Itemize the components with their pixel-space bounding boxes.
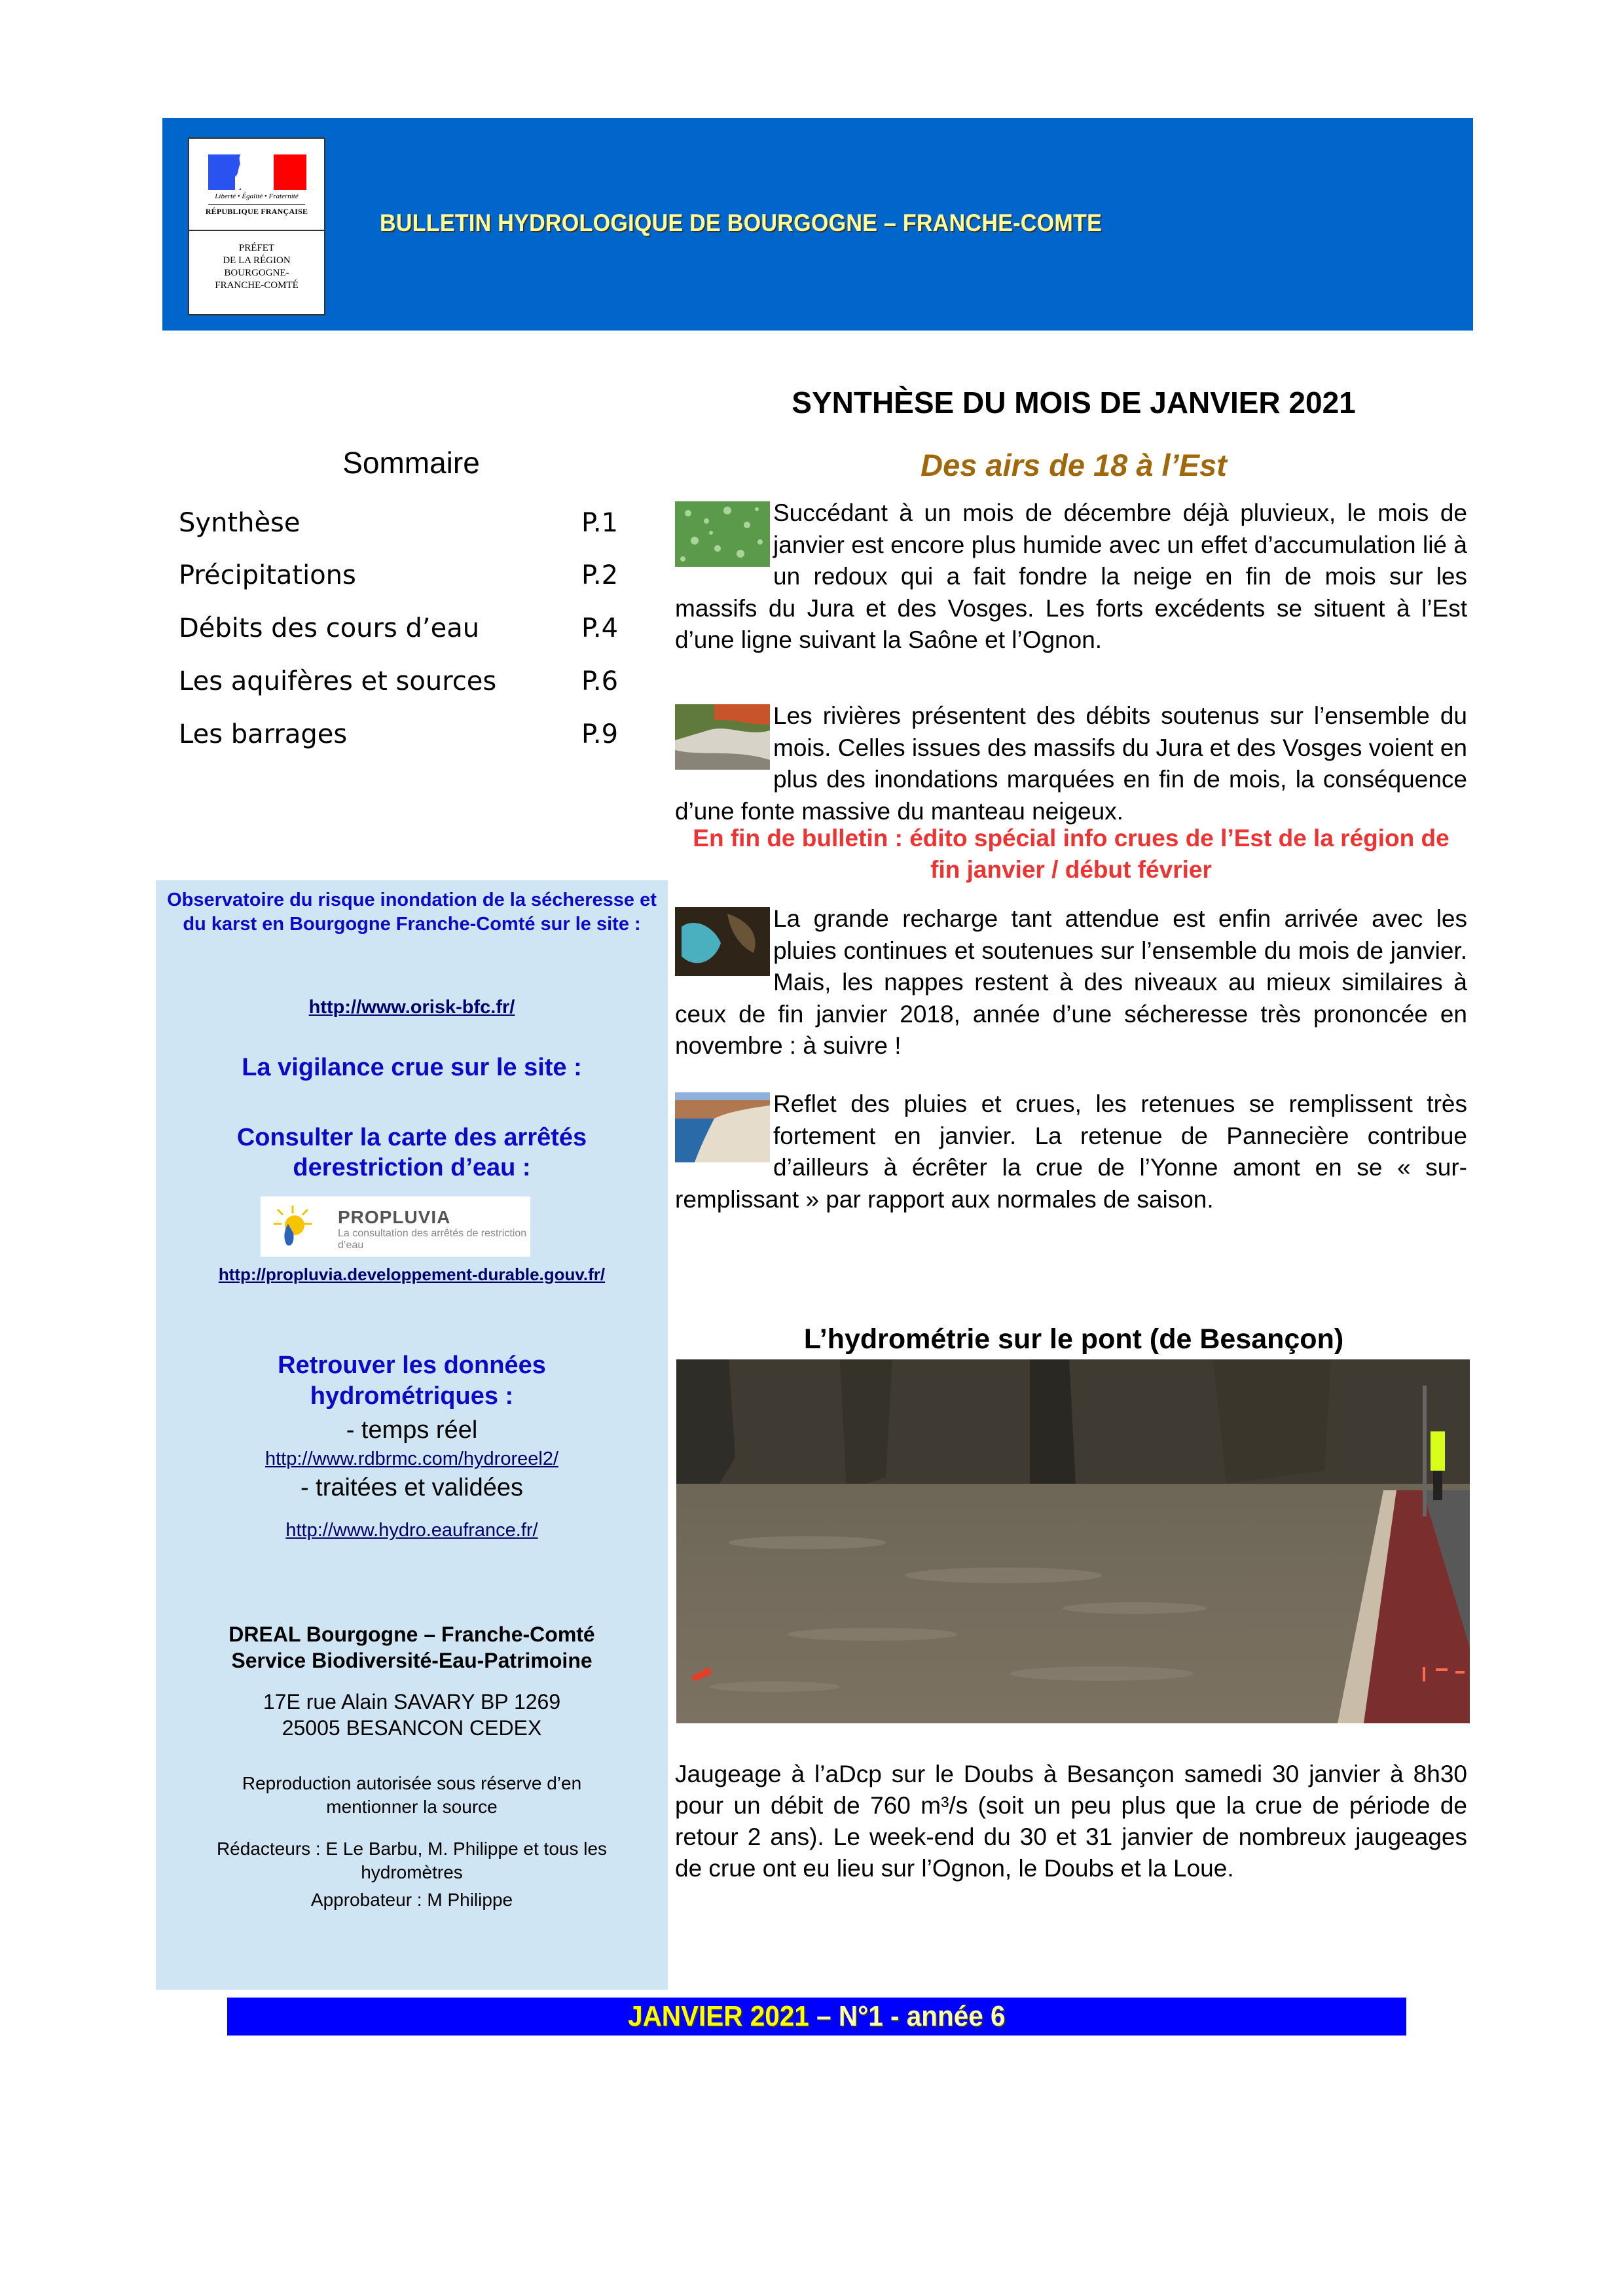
synthese-paragraph-precipitations bbox=[675, 497, 1467, 656]
validees-label: - traitées et validées bbox=[300, 1474, 524, 1501]
toc-item-synthese[interactable] bbox=[179, 508, 630, 554]
dam-thumbnail-icon bbox=[675, 1092, 770, 1162]
issue-label bbox=[628, 1998, 1005, 2036]
sun-rain-icon bbox=[270, 1204, 316, 1250]
prefecture-logo bbox=[188, 137, 325, 315]
validees-link[interactable]: http://www.hydro.eaufrance.fr/ bbox=[285, 1520, 538, 1541]
photo-caption: Jaugeage à l’aDcp sur le Doubs à Besançon samedi 30 janvier à 8h30 pour un débit de 760 m³/s (soit un peu plus que la crue de période de retour 2 ans). Le week-end du 30 et 31 janvier de nombreux jaugeages de crue ont eu lieu sur l’Ognon, le Doubs et la Loue. bbox=[675, 1761, 1467, 1882]
orisk-link-wrap bbox=[156, 997, 668, 1018]
toc-label: Synthèse bbox=[179, 508, 301, 538]
vigilance-heading: La vigilance crue sur le site : bbox=[242, 1054, 582, 1081]
flooded-river-bridge-image bbox=[676, 1359, 1470, 1723]
toc-page: P.1 bbox=[581, 508, 619, 538]
paragraph-text: Les rivières présentent des débits soutenus sur l’ensemble du mois. Celles issues des massifs du Jura et des Vosges voient en plus des inondations marquées en fin de mois, la conséquence d’une fonte massive du manteau neigeux. bbox=[675, 702, 1467, 825]
paragraph-text: Succédant à un mois de décembre déjà pluvieux, le mois de janvier est encore plus humide avec un effet d’accumulation lié à un redoux qui a fait fondre la neige en fin de mois sur les massifs du Jura et des Vosges. Les forts excédents se situent à l’Est d’une ligne suivant la Saône et l’Ognon. bbox=[675, 499, 1467, 653]
org-service: Service Biodiversité-Eau-Patrimoine bbox=[231, 1649, 593, 1672]
toc-label: Les barrages bbox=[179, 719, 348, 749]
prefet-line: BOURGOGNE- bbox=[224, 268, 289, 278]
approbateur: Approbateur : M Philippe bbox=[310, 1890, 513, 1910]
toc-page: P.4 bbox=[581, 613, 619, 643]
temps-reel-label: - temps réel bbox=[346, 1416, 478, 1444]
toc-item-aquiferes[interactable] bbox=[179, 666, 630, 712]
orisk-intro: Observatoire du risque inondation de la sécheresse et du karst en Bourgogne Franche-Comté sur le site : bbox=[167, 889, 657, 935]
toc-page: P.2 bbox=[581, 560, 619, 590]
redacteurs: Rédacteurs : E Le Barbu, M. Philippe et tous les hydromètres bbox=[216, 1839, 608, 1882]
synthese-paragraph-aquiferes bbox=[675, 903, 1467, 1062]
synthese-paragraph-barrages bbox=[675, 1088, 1467, 1215]
prefet-line: DE LA RÉGION bbox=[223, 255, 291, 266]
validees-link-wrap bbox=[156, 1518, 668, 1542]
temps-reel-link-wrap bbox=[156, 1447, 668, 1471]
synthese-subtitle: Des airs de 18 à l’Est bbox=[921, 448, 1227, 482]
synthese-title: SYNTHÈSE DU MOIS DE JANVIER 2021 bbox=[792, 386, 1356, 420]
river-gauging-photo bbox=[676, 1359, 1470, 1723]
photo-section-title: L’hydrométrie sur le pont (de Besançon) bbox=[803, 1323, 1344, 1355]
address-line-1: 17E rue Alain SAVARY BP 1269 bbox=[263, 1690, 561, 1713]
toc-item-debits[interactable] bbox=[179, 613, 630, 659]
river-thumbnail-icon bbox=[675, 704, 770, 770]
logo-separator bbox=[189, 230, 324, 231]
toc-item-barrages[interactable] bbox=[179, 719, 630, 765]
paragraph-text: La grande recharge tant attendue est enfin arrivée avec les pluies continues et soutenues sur l’ensemble du mois de janvier. Mais, les nappes restent à des niveaux au mieux similaires à ceux de fin janvier 2018, année d’une sécheresse très prononcée en novembre : à suivre ! bbox=[675, 905, 1467, 1059]
issue-number: – N°1 - année 6 bbox=[809, 2000, 1006, 2032]
bulletin-title: BULLETIN HYDROLOGIQUE DE BOURGOGNE – FRANCHE-COMTE bbox=[380, 209, 1103, 236]
toc-item-precipitations[interactable] bbox=[179, 560, 630, 606]
toc-page: P.9 bbox=[581, 719, 619, 749]
info-sidebar bbox=[156, 880, 668, 1990]
address-line-2: 25005 BESANCON CEDEX bbox=[282, 1716, 542, 1740]
marianne-icon bbox=[235, 151, 260, 190]
donnees-heading: Retrouver les données hydrométriques : bbox=[278, 1352, 546, 1410]
issue-month: JANVIER 2021 bbox=[628, 2000, 810, 2032]
temps-reel-link[interactable]: http://www.rdbrmc.com/hydroreel2/ bbox=[264, 1448, 559, 1469]
propluvia-link[interactable]: http://propluvia.developpement-durable.gouv.fr/ bbox=[218, 1265, 606, 1284]
reproduction-notice: Reproduction autorisée sous réserve d’en mentionner la source bbox=[242, 1773, 582, 1817]
edito-notice: En fin de bulletin : édito spécial info crues de l’Est de la région de fin janvier / début février bbox=[693, 825, 1450, 883]
issue-footer-bar bbox=[227, 1998, 1406, 2036]
toc-label: Les aquifères et sources bbox=[179, 666, 497, 696]
prefet-line: FRANCHE-COMTÉ bbox=[215, 280, 299, 291]
logo-motto: Liberté • Égalité • Fraternité bbox=[215, 192, 299, 200]
toc-label: Précipitations bbox=[179, 560, 356, 590]
synthese-paragraph-debits bbox=[675, 700, 1467, 827]
prefet-line: PRÉFET bbox=[238, 243, 275, 253]
propluvia-name: PROPLUVIA bbox=[338, 1207, 451, 1227]
logo-prefet bbox=[189, 242, 324, 292]
header-banner bbox=[162, 118, 1473, 331]
propluvia-link-wrap bbox=[156, 1265, 668, 1285]
cave-thumbnail-icon bbox=[675, 907, 770, 976]
rain-drops-thumbnail-icon bbox=[675, 501, 770, 567]
propluvia-logo[interactable] bbox=[261, 1196, 530, 1257]
orisk-link[interactable]: http://www.orisk-bfc.fr/ bbox=[308, 997, 515, 1018]
logo-republique: RÉPUBLIQUE FRANÇAISE bbox=[205, 207, 308, 216]
paragraph-text: Reflet des pluies et crues, les retenues se remplissent très fortement en janvier. La retenue de Pannecіère contribue d’ailleurs à écrêter la crue de l’Yonne amont en se « sur-remplissant » par rapport aux normales de saison. bbox=[675, 1090, 1467, 1213]
toc-page: P.6 bbox=[581, 666, 619, 696]
org-name: DREAL Bourgogne – Franche-Comté bbox=[228, 1623, 595, 1646]
arretes-heading: Consulter la carte des arrêtés derestriction d’eau : bbox=[236, 1124, 587, 1181]
toc-label: Débits des cours d’eau bbox=[179, 613, 480, 643]
logo-divider bbox=[208, 204, 305, 205]
sommaire-title: Sommaire bbox=[342, 446, 480, 480]
propluvia-description: La consultation des arrêtés de restriction d’eau bbox=[338, 1228, 527, 1251]
